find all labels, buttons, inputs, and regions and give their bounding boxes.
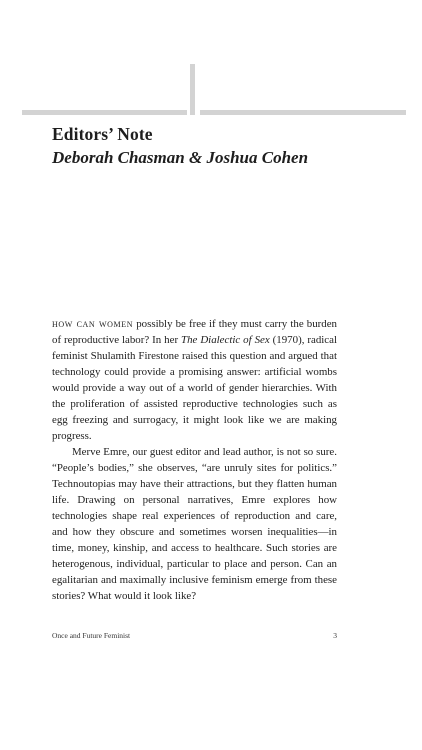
ornament-rule-left <box>22 110 187 115</box>
paragraph-1-text-a: possibly be free if they must carry the burden of reproductive labor? In her <box>52 318 337 346</box>
lead-in: how can women <box>52 318 134 330</box>
book-title: The Dialectic of Sex <box>181 334 270 346</box>
section-authors: Deborah Chasman & Joshua Cohen <box>52 148 309 167</box>
section-title: Editors’ Note <box>52 124 153 144</box>
paragraph-1-text-b: (1970), radical feminist Shulamith Firestone raised this question and argued that technology could provide a promising answer: artificial wombs would provide a way out of a world of gender hierarchies. With the proliferation of assisted reproductive technologies such as egg freezing and surrogacy, it might look like we are making progress. <box>52 334 337 442</box>
footer-publication: Once and Future Feminist <box>52 631 131 640</box>
paragraph-1 <box>52 316 337 444</box>
paragraph-2: Merve Emre, our guest editor and lead author, is not so sure. “People’s bodies,” she observes, “are unruly sites for politics.” Technoutopias may have their attractions, but they flatten human life. Drawing on personal narratives, Emre explores how technologies shape real experiences of reproduction and care, and how they obscure and sometimes worsen inequalities—in time, money, kinship, and access to healthcare. Such stories are heterogenous, individual, particular to place and person. Can an egalitarian and maximally inclusive feminism emerge from these stories? What would it look like? <box>52 446 337 602</box>
ornament-rule-vertical <box>190 64 195 115</box>
header-ornament <box>0 0 422 130</box>
page-footer <box>52 631 337 640</box>
ornament-rule-right <box>200 110 406 115</box>
article-body <box>52 316 337 604</box>
page-number: 3 <box>333 631 337 640</box>
